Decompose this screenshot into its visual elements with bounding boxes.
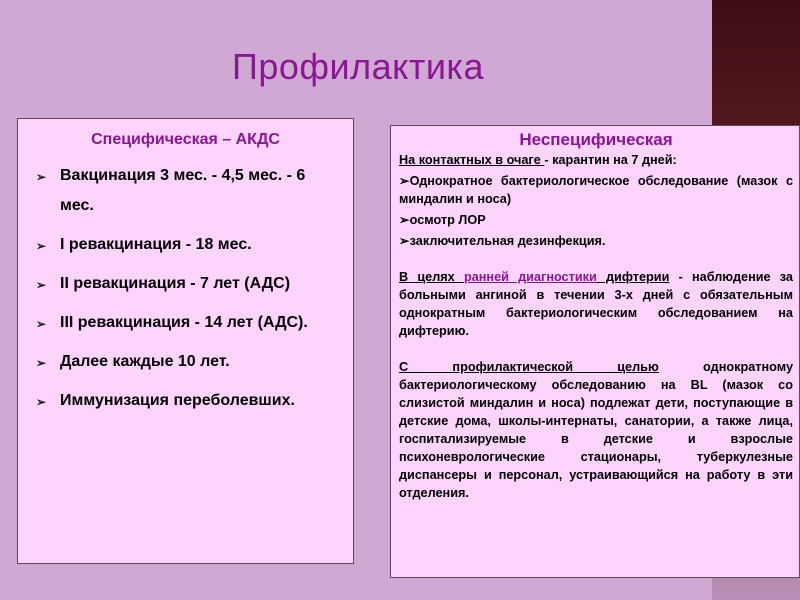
contact-text: - карантин на 7 дней:	[544, 153, 677, 167]
list-item: ➢ III ревакцинация - 14 лет (АДС).	[30, 308, 341, 338]
slide-title: Профилактика	[232, 46, 484, 87]
preventive-paragraph	[399, 358, 793, 502]
list-item: ➢ II ревакцинация - 7 лет (АДС)	[30, 269, 341, 299]
arrow-bullet-icon: ➢	[36, 317, 47, 331]
specific-heading: Специфическая – АКДС	[91, 131, 280, 148]
early-prefix: В целях	[399, 270, 464, 284]
arrow-bullet-icon: ➢	[36, 356, 47, 370]
list-item: ➢заключительная дезинфекция.	[399, 234, 606, 248]
list-item: ➢осмотр ЛОР	[399, 213, 486, 227]
early-highlight: ранней диагностики	[463, 270, 597, 284]
list-item: ➢ Иммунизация переболевших.	[30, 386, 341, 416]
specific-list	[30, 161, 341, 416]
early-diagnosis-paragraph	[399, 268, 793, 340]
list-item: ➢ Далее каждые 10 лет.	[30, 347, 341, 377]
nonspecific-heading: Неспецифическая	[519, 130, 673, 149]
arrow-bullet-icon: ➢	[399, 174, 410, 188]
arrow-bullet-icon: ➢	[36, 170, 47, 184]
arrow-bullet-icon: ➢	[36, 239, 47, 253]
preventive-label: С профилактической целью	[399, 360, 659, 374]
specific-prophylaxis-panel	[17, 118, 354, 564]
early-text: - наблюдение за больными ангиной в течении 3-х дней с обязательным однократным бактериологическим обследованием на дифтерию.	[399, 270, 793, 338]
nonspecific-prophylaxis-panel	[390, 125, 800, 578]
contact-label: На контактных в очаге	[399, 153, 545, 167]
arrow-bullet-icon: ➢	[399, 213, 410, 227]
list-item: ➢Однократное бактериологическое обследование (мазок с миндалин и носа)	[399, 174, 793, 206]
preventive-text: однократному бактериологическому обследованию на BL (мазок со слизистой миндалин и носа) подлежат дети, поступающие в детские дома, школы-интернаты, санатории, а также лица, госпитализируемые в детские и взрослые психоневрологические стационары, туберкулезные диспансеры и персонал, устраивающийся на работу в эти отделения.	[399, 360, 794, 500]
arrow-bullet-icon: ➢	[399, 234, 410, 248]
list-item: ➢ I ревакцинация - 18 мес.	[30, 230, 341, 260]
arrow-bullet-icon: ➢	[36, 395, 47, 409]
list-item: ➢ Вакцинация 3 мес. - 4,5 мес. - 6 мес.	[30, 161, 341, 221]
arrow-bullet-icon: ➢	[36, 278, 47, 292]
early-suffix: дифтерии	[596, 270, 670, 284]
contact-line	[399, 151, 793, 169]
